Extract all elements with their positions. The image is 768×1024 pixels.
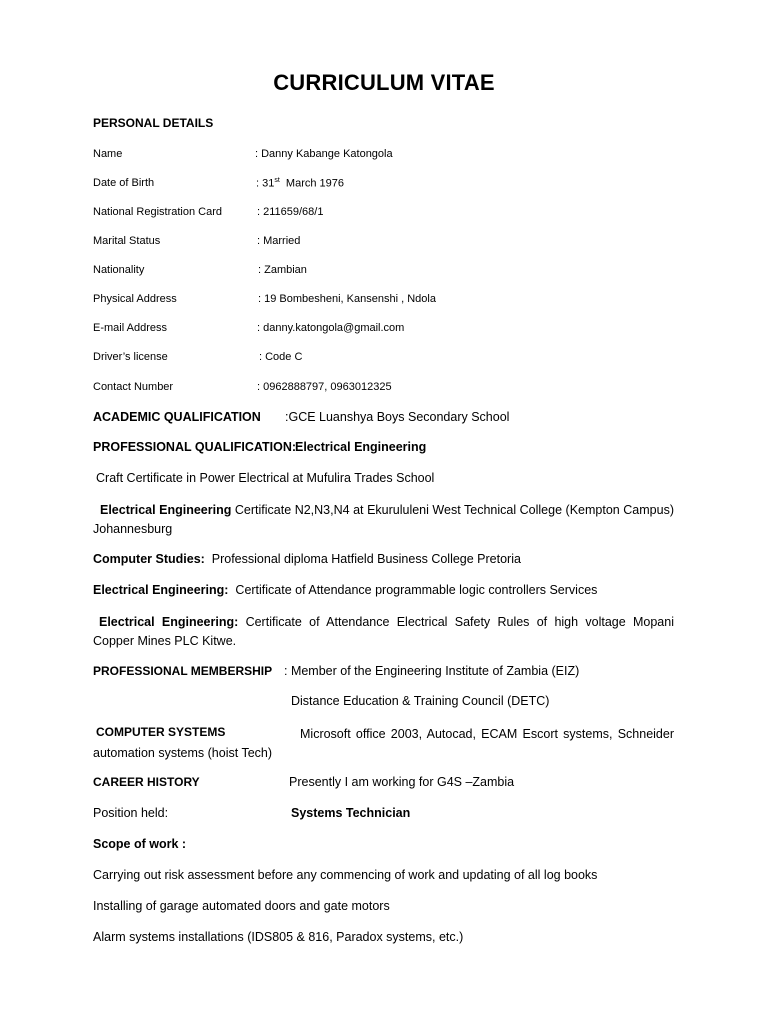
professional-value: Electrical Engineering [295, 440, 427, 454]
academic-label: ACADEMIC QUALIFICATION [93, 410, 261, 424]
personal-value-nrc: : 211659/68/1 [257, 206, 324, 218]
document-title: CURRICULUM VITAE [273, 70, 495, 95]
position-held-label: Position held: [93, 806, 169, 820]
dob-day: : 31 [256, 177, 275, 190]
safety-certificate-heading: Electrical Engineering: [99, 615, 239, 629]
personal-label-nationality: Nationality [93, 264, 145, 276]
membership-value-eiz: : Member of the Engineering Institute of Zambia (EIZ) [284, 664, 580, 678]
personal-label-email: E-mail Address [93, 322, 167, 334]
personal-value-email: : danny.katongola@gmail.com [257, 322, 405, 334]
professional-label: PROFESSIONAL QUALIFICATION: [93, 440, 297, 454]
dob-ordinal: st [274, 177, 280, 184]
scope-item: Carrying out risk assessment before any commencing of work and updating of all log books [93, 868, 598, 882]
ee-certificate-paragraph [93, 501, 674, 539]
personal-details-heading: PERSONAL DETAILS [93, 116, 214, 130]
computer-systems-label: COMPUTER SYSTEMS [96, 725, 226, 739]
scope-of-work-label: Scope of work : [93, 837, 187, 851]
ee-certificate-text: Certificate N2,N3,N4 at Ekurululeni West Technical College (Kempton Campus) Johannesburg [93, 503, 674, 536]
personal-label-nrc: National Registration Card [93, 206, 223, 218]
plc-certificate-text: Certificate of Attendance programmable logic controllers Services [228, 583, 598, 597]
computer-studies-heading: Computer Studies: [93, 552, 205, 566]
personal-label-dob: Date of Birth [93, 177, 155, 189]
computer-studies-text: Professional diploma Hatfield Business College Pretoria [204, 552, 521, 566]
personal-value-name: : Danny Kabange Katongola [255, 148, 393, 160]
personal-label-address: Physical Address [93, 293, 177, 305]
safety-certificate-text: Certificate of Attendance Electrical Safety Rules of high voltage Mopani Copper Mines PLC Kitwe. [93, 615, 674, 648]
personal-value-nationality: : Zambian [258, 264, 307, 276]
personal-label-contact: Contact Number [93, 381, 174, 393]
membership-label: PROFESSIONAL MEMBERSHIP [93, 664, 273, 678]
computer-systems-value: Microsoft office 2003, Autocad, ECAM Escort systems, Schneider automation systems (hoist Tech) [93, 727, 674, 760]
scope-item: Alarm systems installations (IDS805 & 816, Paradox systems, etc.) [93, 930, 464, 944]
computer-studies-line [93, 552, 521, 566]
position-held-value: Systems Technician [291, 806, 411, 820]
personal-value-contact: : 0962888797, 0963012325 [257, 381, 392, 393]
personal-value-dob [256, 177, 344, 190]
personal-label-license: Driver’s license [93, 351, 168, 363]
safety-certificate-paragraph [93, 613, 674, 651]
personal-value-marital: : Married [257, 235, 301, 247]
ee-certificate-heading: Electrical Engineering [100, 503, 232, 517]
personal-value-address: : 19 Bombesheni, Kansenshi , Ndola [258, 293, 436, 305]
career-history-label: CAREER HISTORY [93, 775, 200, 789]
plc-certificate-heading: Electrical Engineering: [93, 583, 229, 597]
personal-value-license: : Code C [259, 351, 303, 363]
personal-label-marital: Marital Status [93, 235, 161, 247]
dob-month-year: March 1976 [279, 177, 345, 190]
career-history-value: Presently I am working for G4S –Zambia [289, 775, 515, 789]
membership-value-detc: Distance Education & Training Council (DETC) [291, 694, 550, 708]
craft-certificate: Craft Certificate in Power Electrical at Mufulira Trades School [96, 471, 435, 485]
academic-value: :GCE Luanshya Boys Secondary School [285, 410, 510, 424]
plc-certificate-line [93, 583, 597, 597]
scope-item: Installing of garage automated doors and gate motors [93, 899, 390, 913]
personal-label-name: Name [93, 148, 123, 160]
